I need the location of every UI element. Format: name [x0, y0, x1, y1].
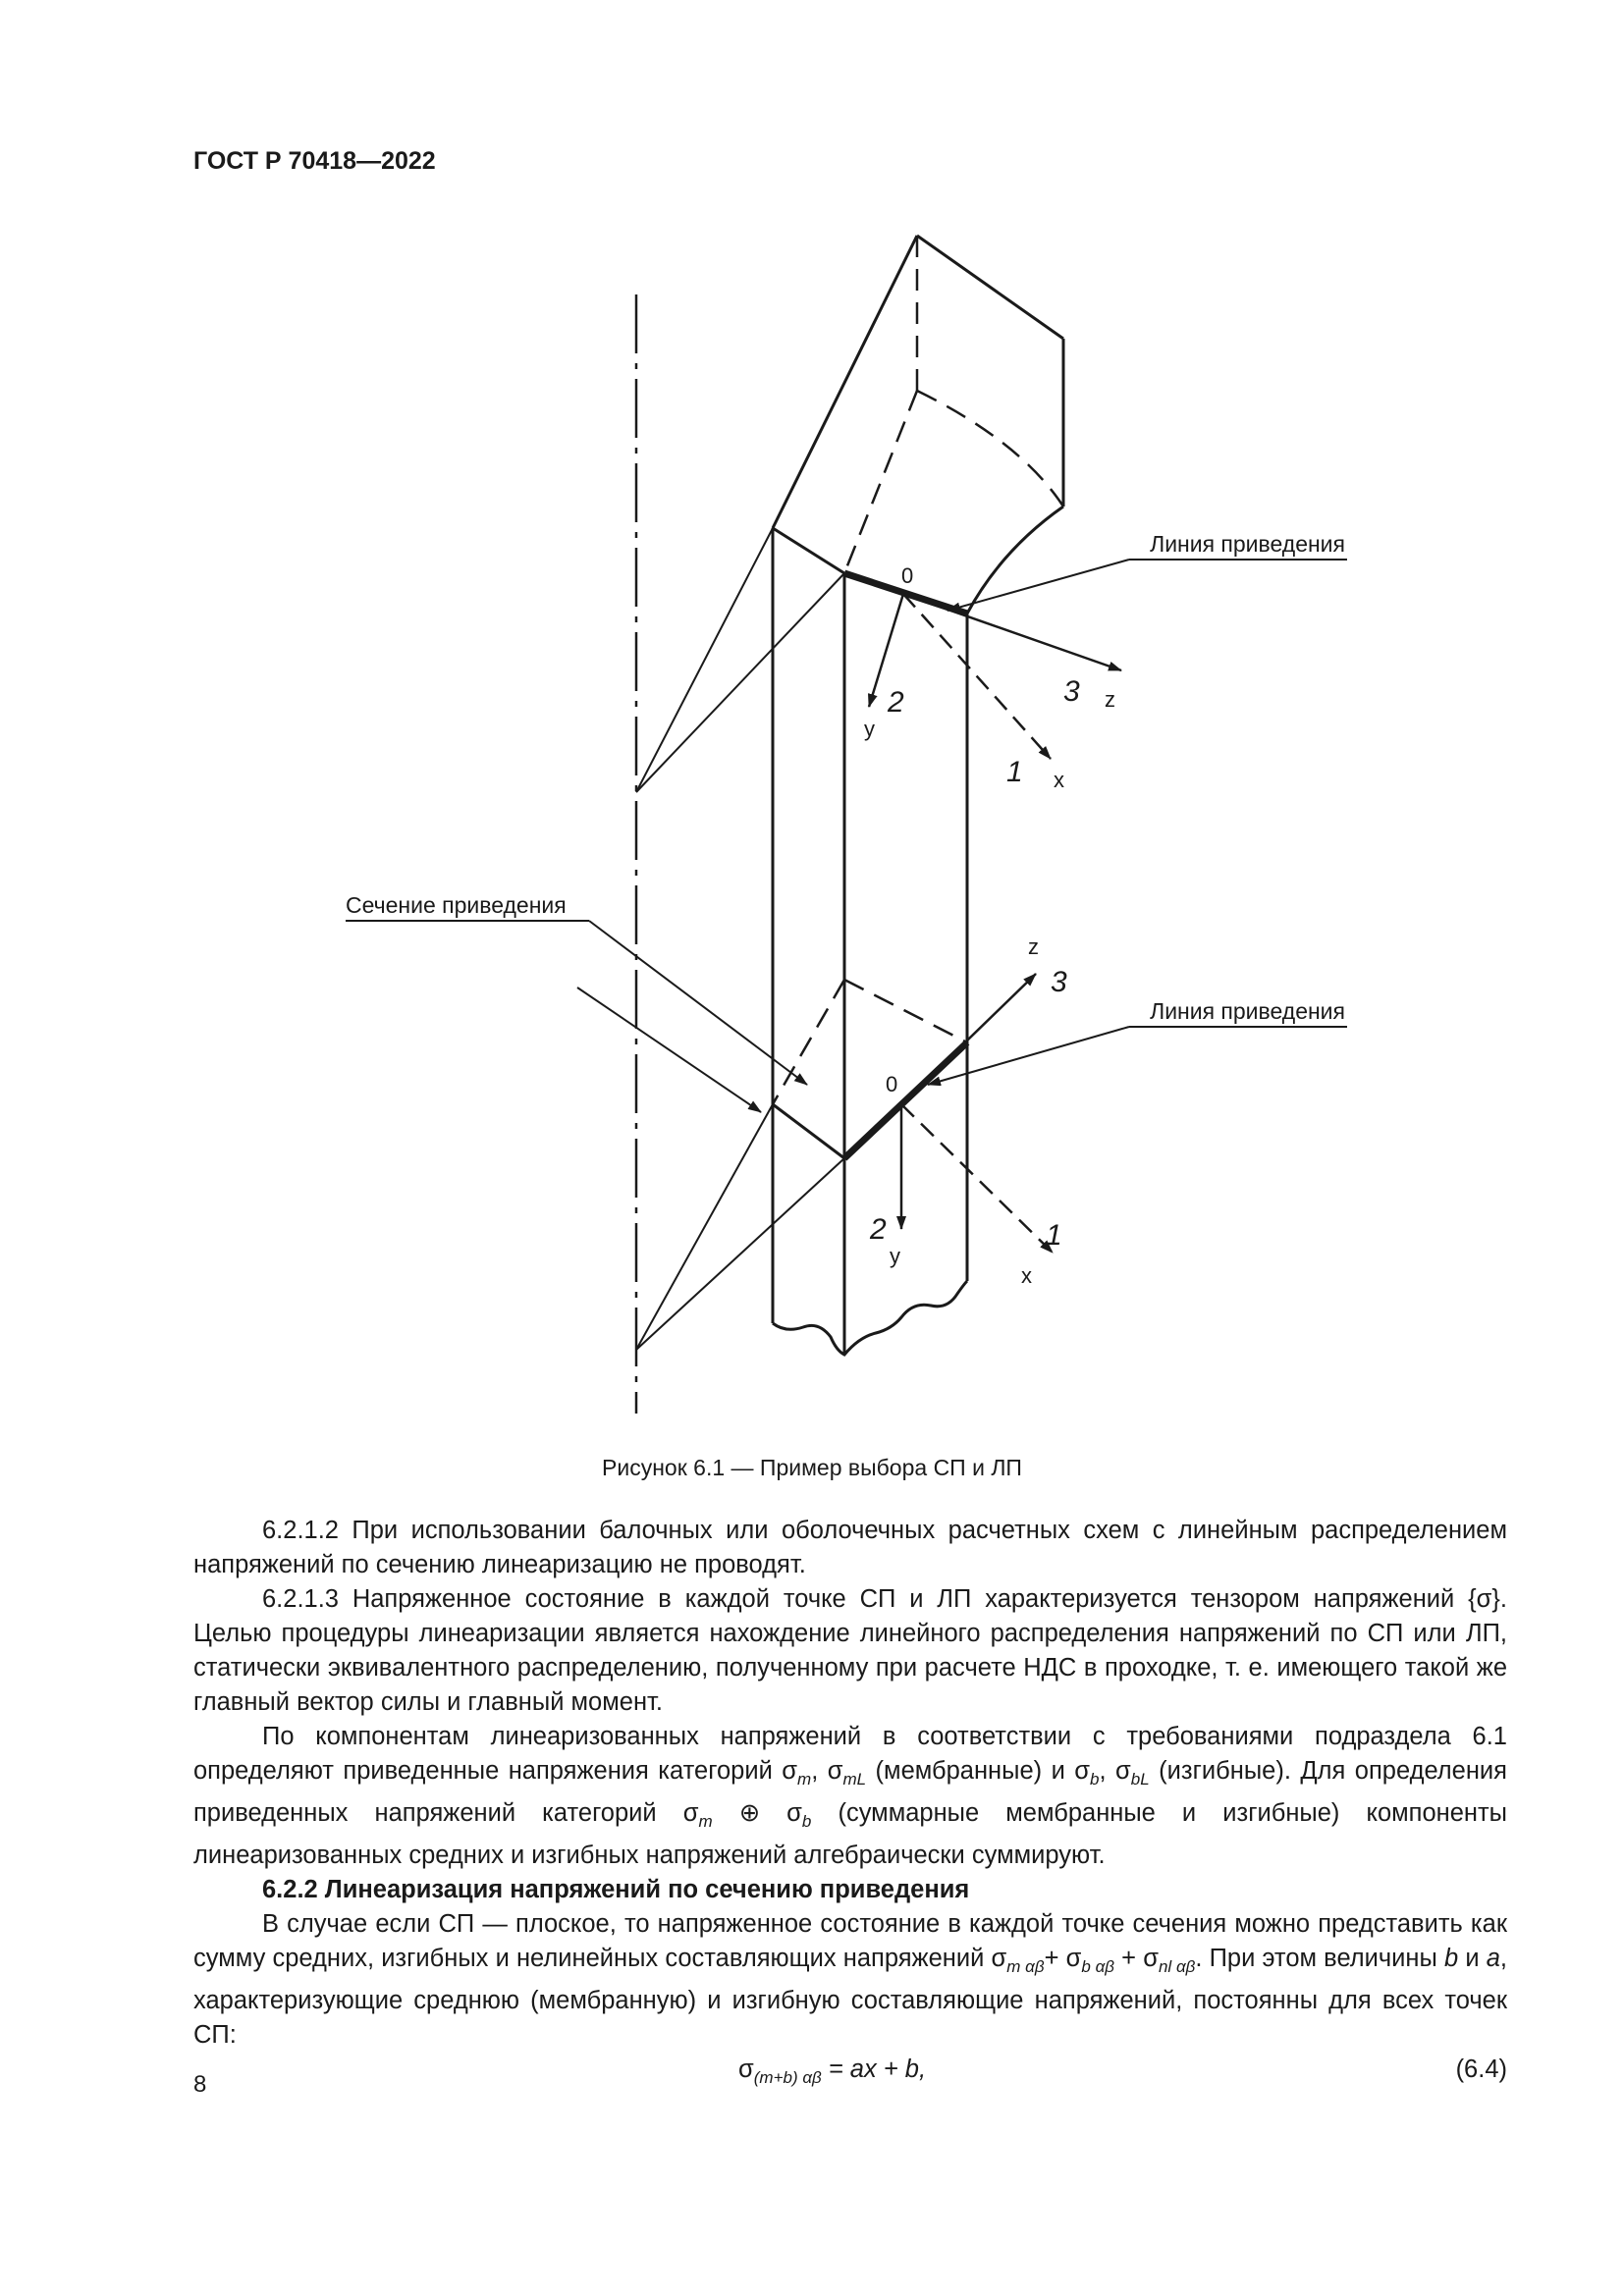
lower-hidden-lines	[773, 980, 967, 1104]
paragraph-stress-categories: По компонентам линеаризованных напряжений в соответствии с требованиями подраздела 6.1 определяют приведенные напряжения категорий $\sigma_m$, $\sigma_{mL}$ (мембранные) и $\sigma_b$, $\sigma_{bL}$ (изгибные). Для определения приведенных напряжений категорий $\sigma_m$ ⊕ $\sigma_b$ (суммарные мембранные и изгибные) компоненты линеаризованных средних и изгибных напряжений алгебраически суммируют.	[193, 1723, 1507, 1870]
top-axes	[869, 594, 1121, 759]
formula-number: (6.4)	[1455, 2056, 1507, 2084]
top-z-letter: z	[1105, 687, 1115, 712]
bottom-x-letter: x	[1021, 1263, 1032, 1288]
upper-hidden-lines	[844, 236, 1063, 573]
bottom-origin-label: 0	[886, 1072, 898, 1096]
bottom-z-number: 3	[1051, 966, 1067, 998]
paragraph-6-2-1-3: 6.2.1.3 Напряженное состояние в каждой точке СП и ЛП характеризуется тензором напряжений {σ}. Целью процедуры линеаризации является нахождение линейного распределения напряжений по СП или ЛП, статически эквивалентного распределению, полученному при расчете НДС в проходке, т. е. имеющего такой же главный вектор силы и главный момент.	[193, 1585, 1507, 1716]
bottom-z-letter: z	[1028, 934, 1039, 959]
top-x-letter: x	[1054, 768, 1064, 792]
section-heading-6-2-2: 6.2.2 Линеаризация напряжений по сечению приведения	[262, 1876, 970, 1904]
paragraph-6-2-1-2: 6.2.1.2 При использовании балочных или оболочечных расчетных схем с линейным распределением напряжений по сечению линеаризацию не проводят.	[193, 1517, 1507, 1578]
callout-top-linearization-line: Линия приведения	[1150, 531, 1345, 557]
body-text	[193, 1514, 1507, 2090]
lower-section	[773, 1104, 844, 1158]
top-x-number: 1	[1006, 756, 1023, 788]
top-z-number: 3	[1063, 675, 1080, 708]
bottom-x-number: 1	[1046, 1219, 1062, 1252]
callout-section: Сечение приведения	[346, 892, 567, 918]
formula-6-4	[193, 2053, 1507, 2090]
paragraph-plane-section: В случае если СП — плоское, то напряженное состояние в каждой точке сечения можно представить как сумму средних, изгибных и нелинейных составляющих напряжений $\sigma_{m \alpha\beta}+ \sigma_{b \alpha\beta} + \sigma_{nl \alpha\beta}$. При этом величины b и a, характеризующие среднюю (мембранную) и изгибную составляющие напряжений, постоянны для всех точек СП:	[193, 1910, 1507, 2050]
top-origin-label: 0	[901, 563, 914, 588]
callout-bottom-linearization-line: Линия приведения	[1150, 998, 1345, 1024]
bottom-y-number: 2	[870, 1213, 887, 1246]
callout-leaders	[346, 560, 1347, 1112]
bottom-axes	[901, 974, 1053, 1253]
document-header: ГОСТ Р 70418—2022	[193, 147, 436, 175]
top-y-number: 2	[888, 686, 904, 719]
construction-lines	[636, 528, 844, 1350]
formula-expression: $\sigma_{(m+b) \alpha\beta}$ = ax + b,	[738, 2056, 927, 2088]
upper-pipe-part	[773, 236, 1063, 614]
figure-caption: Рисунок 6.1 — Пример выбора СП и ЛП	[602, 1455, 1022, 1480]
bottom-y-letter: y	[890, 1244, 900, 1268]
page-number: 8	[193, 2071, 207, 2098]
top-y-letter: y	[864, 717, 875, 741]
